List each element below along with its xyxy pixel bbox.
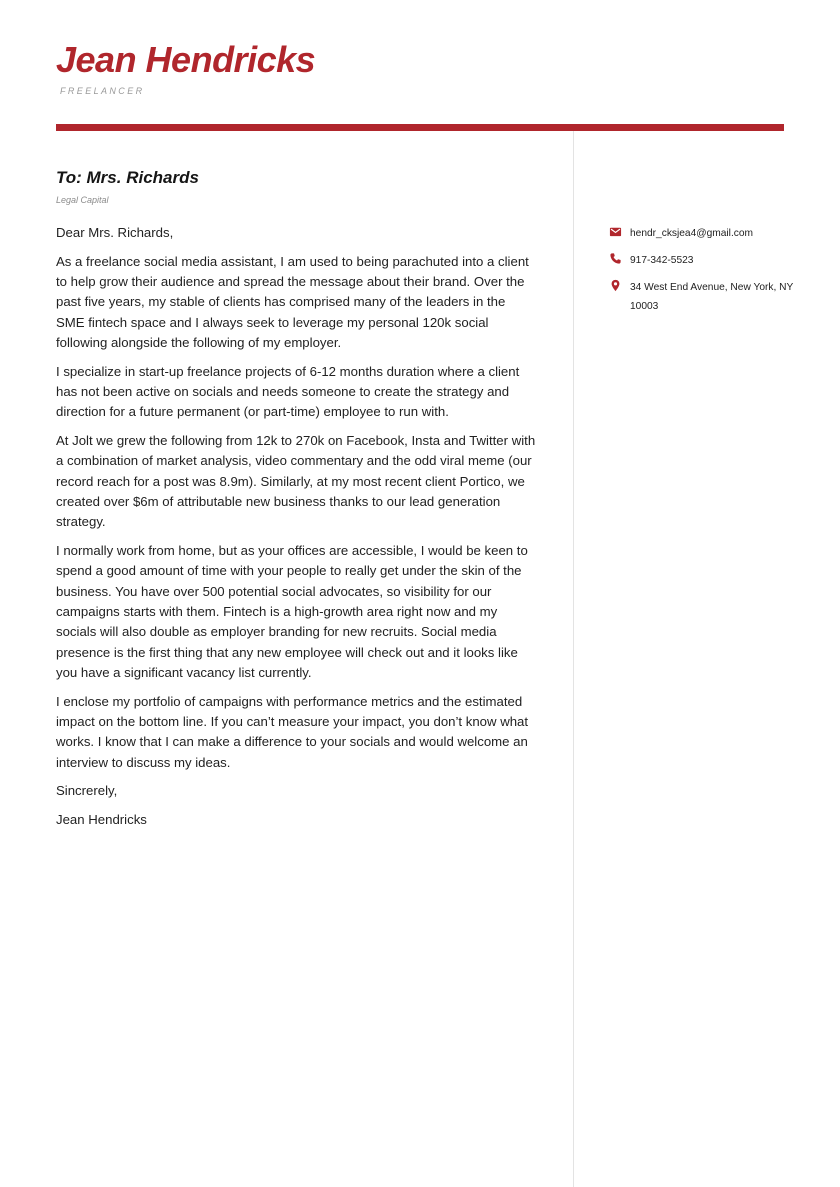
column-divider bbox=[573, 131, 574, 1187]
letter-closing: Sincrerely, bbox=[56, 783, 118, 799]
contact-email[interactable] bbox=[608, 223, 798, 242]
letter-paragraph: I enclose my portfolio of campaigns with performance metrics and the estimated impact on the bottom line. If you can’t measure your impact, you don’t know what works. I know that I can make a difference to your socials and would welcome an interview to discuss my ideas. bbox=[56, 693, 529, 770]
letter-greeting: Dear Mrs. Richards, bbox=[56, 225, 174, 240]
contact-address-text: 34 West End Avenue, New York, NY 10003 bbox=[630, 282, 794, 312]
phone-icon bbox=[609, 252, 622, 265]
letter-paragraph: At Jolt we grew the following from 12k to 270k on Facebook, Insta and Twitter with a combination of market analysis, video commentary and the odd viral meme (our record reach for a post was 8.9m). Similarly, at my most recent client Portico, we created over $6m of attributable new business thanks to our lead generation strategy. bbox=[56, 433, 536, 530]
location-pin-icon bbox=[609, 279, 622, 292]
letter-signature: Jean Hendricks bbox=[56, 812, 147, 828]
recipient-line: To: Mrs. Richards bbox=[56, 168, 199, 187]
contact-email-text: hendr_cksjea4@gmail.com bbox=[630, 228, 754, 239]
letter-paragraph: I specialize in start-up freelance projects of 6-12 months duration where a client has not been active on socials and needs someone to create the strategy and direction for a future permanent (or part-time) employee to run with. bbox=[56, 363, 520, 420]
letter-body bbox=[56, 223, 536, 839]
recipient-company: Legal Capital bbox=[56, 195, 109, 205]
contact-phone[interactable] bbox=[608, 250, 798, 269]
applicant-role: FREELANCER bbox=[60, 86, 145, 96]
envelope-icon bbox=[609, 225, 622, 238]
contact-panel bbox=[608, 223, 798, 323]
header-accent-bar bbox=[56, 124, 784, 131]
contact-phone-text: 917-342-5523 bbox=[630, 255, 694, 266]
letter-paragraph: As a freelance social media assistant, I am used to being parachuted into a client to help grow their audience and spread the message about their brand. Over the past five years, my stable of clients has comprised many of the leaders in the SME fintech space and I always seek to leverage my personal 120k social following alongside the following of my employer. bbox=[56, 253, 529, 350]
contact-address bbox=[608, 277, 798, 315]
letter-paragraph: I normally work from home, but as your offices are accessible, I would be keen to spend a good amount of time with your people to really get under the skin of the business. You have over 500 potential social advocates, so visibility for our campaigns starts with them. Fintech is a high-growth area right now and my socials will also double as employer branding for new recruits. Social media presence is the first thing that any new employee will check out and it looks like you have a significant vacancy list currently. bbox=[56, 543, 528, 680]
applicant-name: Jean Hendricks bbox=[56, 39, 316, 80]
